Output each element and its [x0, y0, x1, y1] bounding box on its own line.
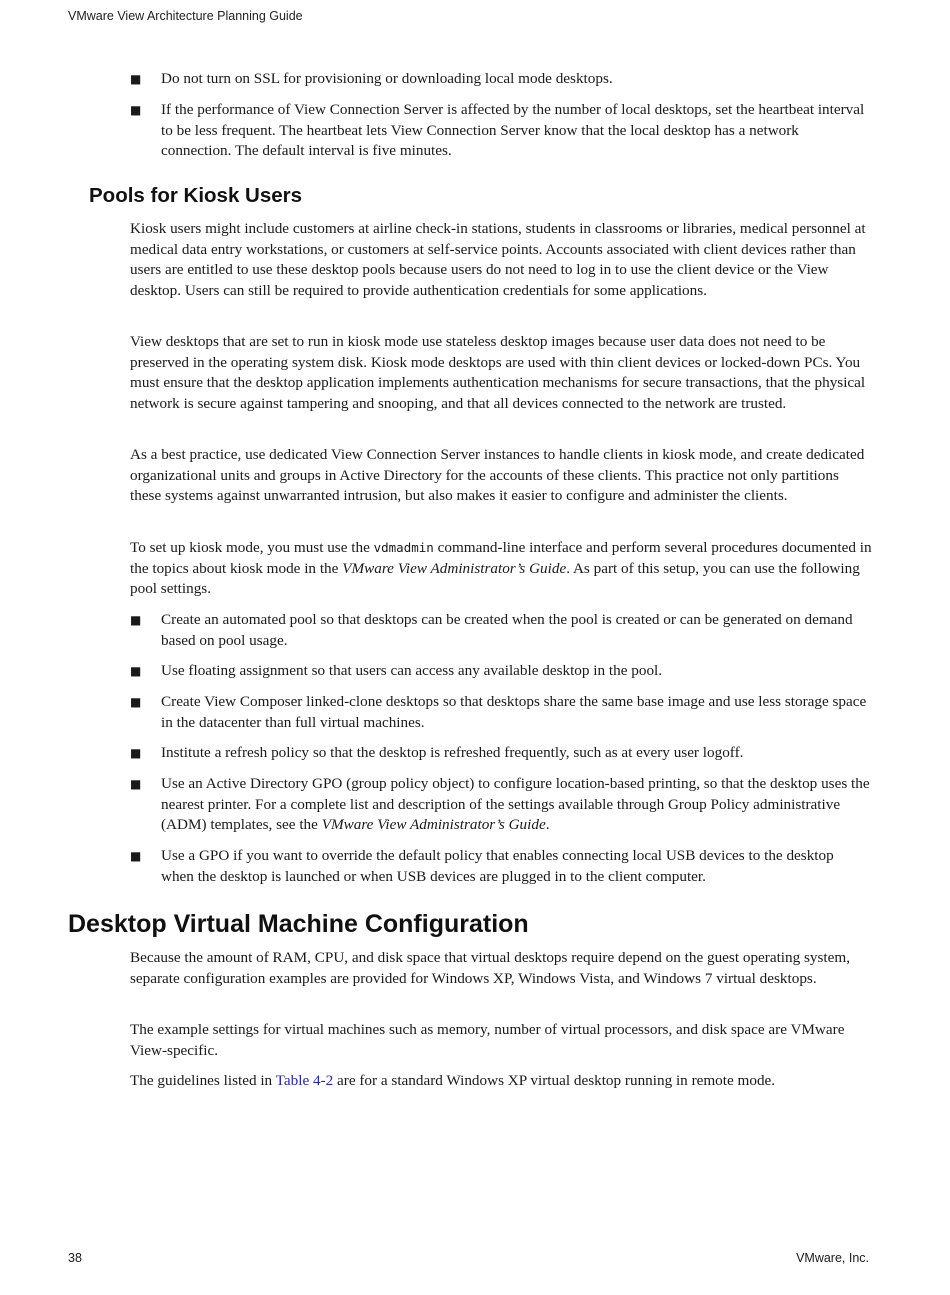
paragraph: Kiosk users might include customers at airline check-in stations, students in classrooms or libraries, medical personnel at medical data entry workstations, or customers at self-service points. Accounts associated with client devices rather than users are entitled to use these desktop pools because users do not need to log in to use the client device or the View desktop. Users can still be required to provide authentication credentials for some applications. — [130, 220, 866, 299]
guide-title: VMware View Administrator’s Guide — [342, 559, 567, 577]
list-item: ■ Institute a refresh policy so that the desktop is refreshed frequently, such as at every user logoff. — [130, 743, 870, 764]
square-bullet-icon: ■ — [130, 695, 142, 709]
list-item: ■ Do not turn on SSL for provisioning or downloading local mode desktops. — [130, 69, 870, 90]
section-heading-config: Desktop Virtual Machine Configuration — [68, 910, 529, 938]
paragraph-setup: To set up kiosk mode, you must use the vdmadmin command-line interface and perform several procedures documented in the topics about kiosk mode in the VMware View Administrator’s Guide. As part of this setup, you can use the following pool settings. — [130, 539, 872, 598]
paragraph: View desktops that are set to run in kiosk mode use stateless desktop images because user data does not need to be preserved in the operating system disk. Kiosk mode desktops are used with thin client devices or locked-down PCs. You must ensure that the desktop application implements authentication mechanisms for secure transactions, that the physical network is secure against tampering and snooping, and that all devices connected to the network are trusted. — [130, 333, 866, 412]
list-item: ■ Use floating assignment so that users can access any available desktop in the pool. — [130, 661, 870, 682]
list-item: ■ Create View Composer linked-clone desktops so that desktops share the same base image and use less storage space in the datacenter than full virtual machines. — [130, 693, 867, 731]
square-bullet-icon: ■ — [130, 664, 142, 678]
page-number: 38 — [68, 1251, 82, 1265]
list-item: ■ Create an automated pool so that desktops can be created when the pool is created or can be generated on demand based on pool usage. — [130, 611, 853, 649]
paragraph: As a best practice, use dedicated View Connection Server instances to handle clients in kiosk mode, and create dedicated organizational units and groups in Active Directory for the accounts of these clients. This practice not only partitions these systems against unwarranted intrusion, but also makes it easier to configure and administer the clients. — [130, 446, 865, 505]
table-4-2-link[interactable]: Table 4-2 — [275, 1072, 334, 1089]
paragraph: The example settings for virtual machines such as memory, number of virtual processors, and disk space are VMware View-specific. — [130, 1021, 845, 1059]
section-heading-kiosk: Pools for Kiosk Users — [89, 184, 303, 207]
paragraph-guidelines: The guidelines listed in Table 4-2 are for a standard Windows XP virtual desktop running in remote mode. — [130, 1072, 776, 1089]
square-bullet-icon: ■ — [130, 72, 142, 86]
footer-company: VMware, Inc. — [796, 1251, 869, 1265]
list-item: ■ Use an Active Directory GPO (group policy object) to configure location-based printing, so that the desktop uses the nearest printer. For a complete list and description of the settings available through Group Policy administrative (ADM) templates, see the VMware View Administrator’s Guide. — [130, 775, 870, 833]
paragraph: Because the amount of RAM, CPU, and disk space that virtual desktops require depend on the guest operating system, separate configuration examples are provided for Windows XP, Windows Vista, and Windows 7 virtual desktops. — [130, 949, 850, 987]
square-bullet-icon: ■ — [130, 777, 142, 791]
square-bullet-icon: ■ — [130, 613, 142, 627]
inline-code: vdmadmin — [373, 540, 434, 555]
guide-title: VMware View Administrator’s Guide — [321, 816, 546, 833]
list-item: ■ Use a GPO if you want to override the default policy that enables connecting local USB devices to the desktop when the desktop is launched or when USB devices are plugged in to the client computer. — [130, 847, 834, 885]
list-item: ■ If the performance of View Connection Server is affected by the number of local desktops, set the heartbeat interval to be less frequent. The heartbeat lets View Connection Server know that the local desktop has a network connection. The default interval is five minutes. — [130, 101, 865, 159]
square-bullet-icon: ■ — [130, 849, 142, 863]
running-header: VMware View Architecture Planning Guide — [68, 9, 303, 23]
square-bullet-icon: ■ — [130, 746, 142, 760]
square-bullet-icon: ■ — [130, 103, 142, 117]
